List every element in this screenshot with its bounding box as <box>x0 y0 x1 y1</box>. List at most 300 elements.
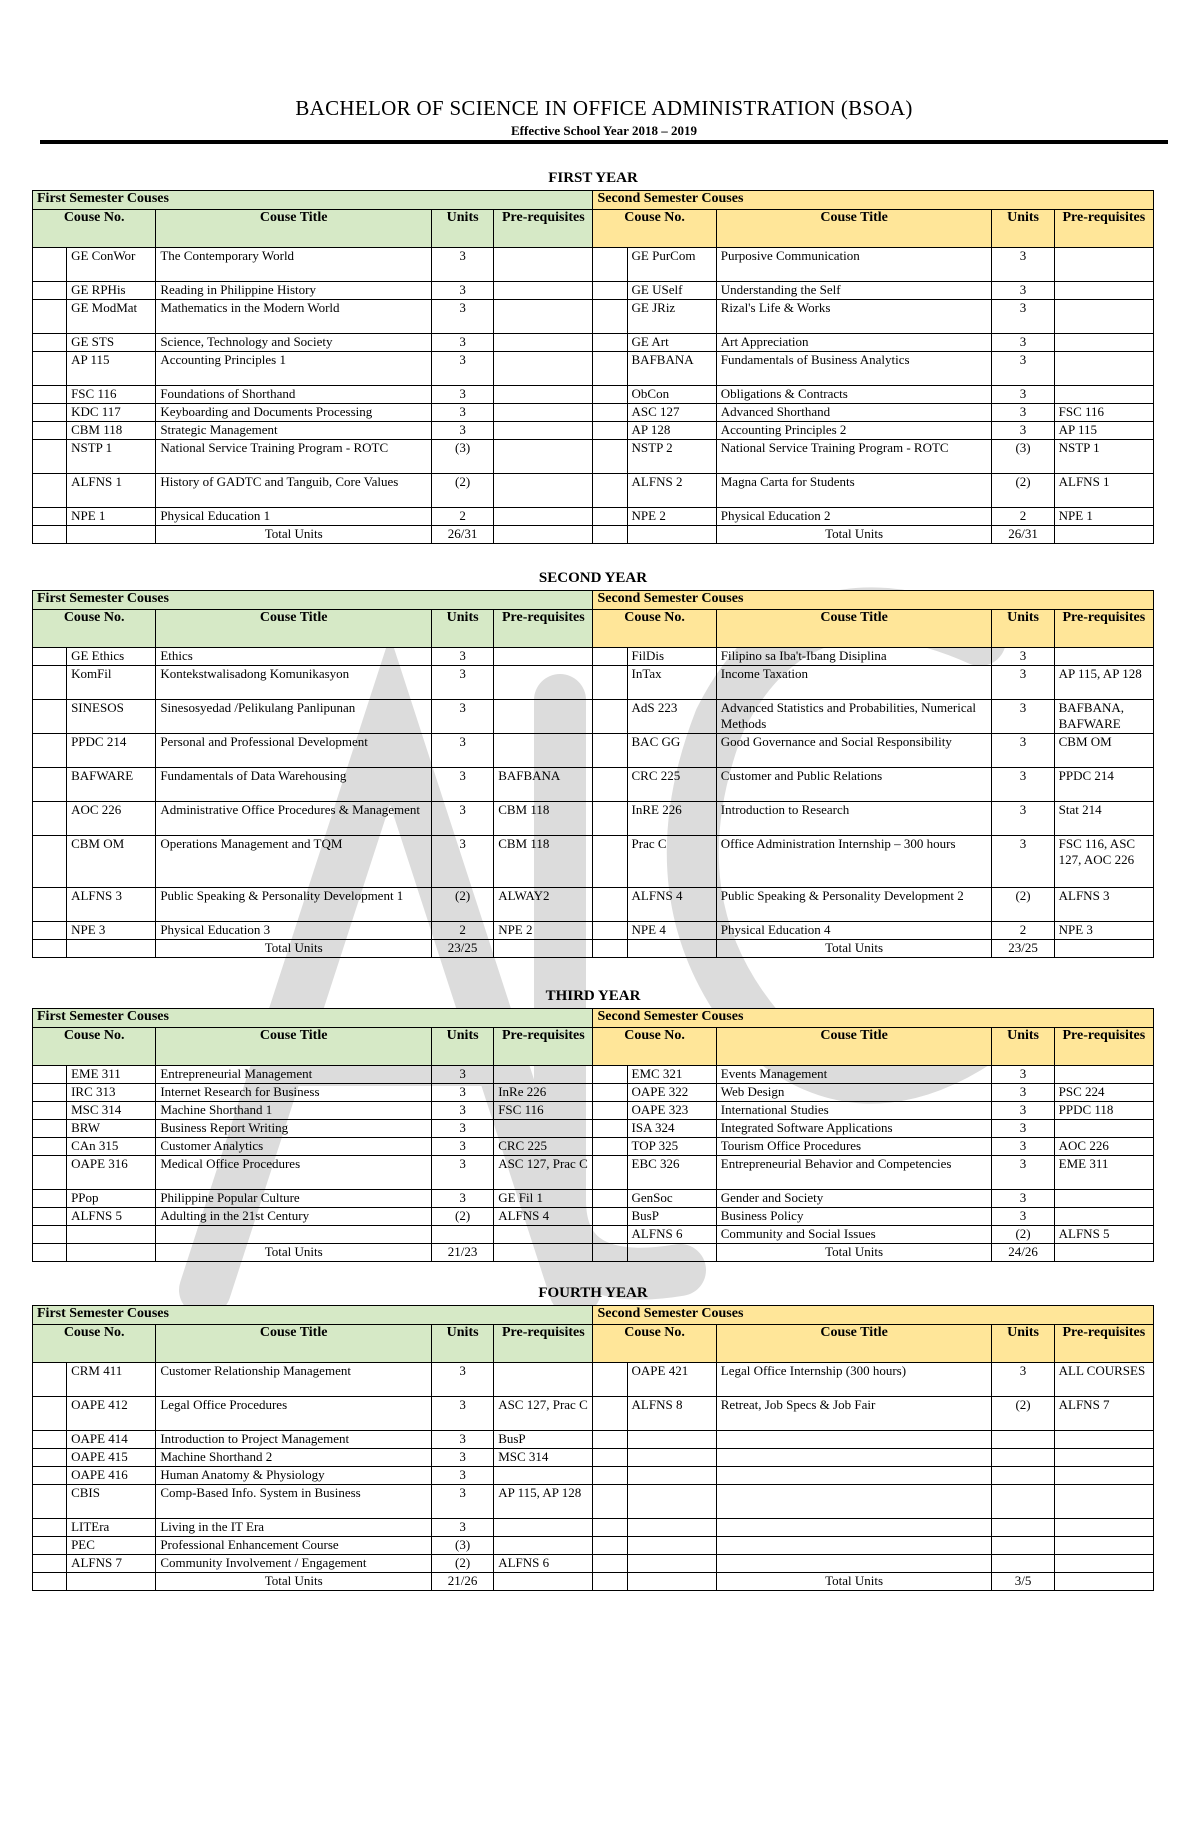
course-prerequisites <box>1054 1485 1153 1519</box>
course-units: 3 <box>992 300 1054 334</box>
course-row <box>33 1084 1154 1102</box>
total-blank-cell <box>67 1573 156 1591</box>
total-units-value: 26/31 <box>992 526 1054 544</box>
total-blank-cell <box>1054 1244 1153 1262</box>
year-title: FOURTH YEAR <box>538 1285 648 1301</box>
course-number: OAPE 414 <box>67 1431 156 1449</box>
course-title: Web Design <box>716 1084 992 1102</box>
course-title: Medical Office Procedures <box>156 1156 432 1190</box>
course-title: Purposive Communication <box>716 248 992 282</box>
row-spacer-cell <box>593 1573 627 1591</box>
row-spacer-cell <box>33 1084 67 1102</box>
course-prerequisites <box>494 300 593 334</box>
course-number: OAPE 421 <box>627 1363 716 1397</box>
course-units: 3 <box>432 666 494 700</box>
course-number: NPE 4 <box>627 922 716 940</box>
course-units: 3 <box>432 648 494 666</box>
course-units <box>992 1519 1054 1537</box>
course-units: (2) <box>992 1226 1054 1244</box>
course-number <box>627 1467 716 1485</box>
course-row <box>33 1537 1154 1555</box>
row-spacer-cell <box>593 700 627 734</box>
course-row <box>33 334 1154 352</box>
course-units: 3 <box>992 352 1054 386</box>
course-prerequisites: NPE 1 <box>1054 508 1153 526</box>
course-number: EBC 326 <box>627 1156 716 1190</box>
course-units: 3 <box>432 1138 494 1156</box>
total-units-value: 3/5 <box>992 1573 1054 1591</box>
course-number: ALFNS 2 <box>627 474 716 508</box>
course-number: BAFWARE <box>67 768 156 802</box>
row-spacer-cell <box>33 1066 67 1084</box>
course-number: NSTP 2 <box>627 440 716 474</box>
row-spacer-cell <box>33 1555 67 1573</box>
course-title: Advanced Shorthand <box>716 404 992 422</box>
row-spacer-cell <box>593 1208 627 1226</box>
row-spacer-cell <box>593 422 627 440</box>
prerequisites-header: Pre-requisites <box>1054 610 1153 648</box>
row-spacer-cell <box>593 1449 627 1467</box>
course-prerequisites <box>494 282 593 300</box>
course-title: Comp-Based Info. System in Business <box>156 1485 432 1519</box>
course-title-header: Couse Title <box>156 210 432 248</box>
course-number: CRM 411 <box>67 1363 156 1397</box>
units-header: Units <box>432 1028 494 1066</box>
course-units: (2) <box>992 474 1054 508</box>
course-number: PPop <box>67 1190 156 1208</box>
course-units: 3 <box>432 700 494 734</box>
course-title: Physical Education 3 <box>156 922 432 940</box>
course-prerequisites: ALFNS 6 <box>494 1555 593 1573</box>
course-prerequisites: ALFNS 7 <box>1054 1397 1153 1431</box>
course-title: Events Management <box>716 1066 992 1084</box>
course-prerequisites: AOC 226 <box>1054 1138 1153 1156</box>
course-units: 3 <box>432 1397 494 1431</box>
course-units: 3 <box>992 334 1054 352</box>
course-number: MSC 314 <box>67 1102 156 1120</box>
course-number: GenSoc <box>627 1190 716 1208</box>
course-title: Legal Office Procedures <box>156 1397 432 1431</box>
course-number: OAPE 322 <box>627 1084 716 1102</box>
course-units: 3 <box>432 1363 494 1397</box>
course-number: PPDC 214 <box>67 734 156 768</box>
course-title: Business Policy <box>716 1208 992 1226</box>
course-number: SINESOS <box>67 700 156 734</box>
course-number: ALFNS 3 <box>67 888 156 922</box>
course-title-header: Couse Title <box>716 610 992 648</box>
course-prerequisites <box>1054 300 1153 334</box>
row-spacer-cell <box>33 1537 67 1555</box>
row-spacer-cell <box>33 802 67 836</box>
course-units: 3 <box>992 666 1054 700</box>
row-spacer-cell <box>593 734 627 768</box>
course-title: Understanding the Self <box>716 282 992 300</box>
course-number: PEC <box>67 1537 156 1555</box>
total-units-value: 21/26 <box>432 1573 494 1591</box>
course-row <box>33 1431 1154 1449</box>
row-spacer-cell <box>33 836 67 888</box>
row-spacer-cell <box>33 700 67 734</box>
row-spacer-cell <box>33 474 67 508</box>
total-row <box>33 1244 1154 1262</box>
year-title: SECOND YEAR <box>538 570 648 586</box>
course-number: ALFNS 8 <box>627 1397 716 1431</box>
row-spacer-cell <box>33 1138 67 1156</box>
course-row <box>33 802 1154 836</box>
row-spacer-cell <box>593 1467 627 1485</box>
course-title: Professional Enhancement Course <box>156 1537 432 1555</box>
course-prerequisites <box>494 1363 593 1397</box>
course-units: 3 <box>432 1102 494 1120</box>
course-prerequisites <box>1054 648 1153 666</box>
course-title: Adulting in the 21st Century <box>156 1208 432 1226</box>
total-units-label: Total Units <box>716 940 992 958</box>
course-prerequisites <box>494 1066 593 1084</box>
row-spacer-cell <box>593 1084 627 1102</box>
row-spacer-cell <box>33 334 67 352</box>
course-units: 3 <box>992 1120 1054 1138</box>
units-header: Units <box>992 1325 1054 1363</box>
course-row <box>33 1485 1154 1519</box>
course-number: GE Art <box>627 334 716 352</box>
course-prerequisites <box>494 700 593 734</box>
course-number: ALFNS 4 <box>627 888 716 922</box>
second-semester-header: Second Semester Couses <box>593 191 1154 210</box>
document-title: BACHELOR OF SCIENCE IN OFFICE ADMINISTRATION (BSOA) <box>295 96 913 120</box>
total-units-value: 26/31 <box>432 526 494 544</box>
course-row <box>33 1397 1154 1431</box>
total-blank-cell <box>494 526 593 544</box>
course-number: EMC 321 <box>627 1066 716 1084</box>
course-number: EME 311 <box>67 1066 156 1084</box>
row-spacer-cell <box>593 940 627 958</box>
row-spacer-cell <box>593 1363 627 1397</box>
row-spacer-cell <box>593 1397 627 1431</box>
course-title <box>156 1226 432 1244</box>
row-spacer-cell <box>593 334 627 352</box>
total-units-value: 23/25 <box>992 940 1054 958</box>
course-units: 3 <box>432 404 494 422</box>
total-units-value: 24/26 <box>992 1244 1054 1262</box>
course-prerequisites <box>1054 1190 1153 1208</box>
course-number: Prac C <box>627 836 716 888</box>
course-units <box>992 1555 1054 1573</box>
row-spacer-cell <box>33 248 67 282</box>
course-title: Accounting Principles 2 <box>716 422 992 440</box>
row-spacer-cell <box>33 300 67 334</box>
course-prerequisites <box>1054 334 1153 352</box>
course-prerequisites: ALFNS 5 <box>1054 1226 1153 1244</box>
course-prerequisites: PPDC 118 <box>1054 1102 1153 1120</box>
total-units-label: Total Units <box>156 1573 432 1591</box>
course-title: History of GADTC and Tanguib, Core Values <box>156 474 432 508</box>
course-prerequisites: CBM 118 <box>494 802 593 836</box>
course-prerequisites <box>1054 1120 1153 1138</box>
course-title <box>716 1431 992 1449</box>
course-prerequisites <box>494 1519 593 1537</box>
course-number <box>67 1226 156 1244</box>
course-number <box>627 1519 716 1537</box>
row-spacer-cell <box>33 1431 67 1449</box>
course-units: 3 <box>992 1190 1054 1208</box>
row-spacer-cell <box>33 282 67 300</box>
row-spacer-cell <box>593 386 627 404</box>
course-title <box>716 1519 992 1537</box>
course-title: Human Anatomy & Physiology <box>156 1467 432 1485</box>
units-header: Units <box>432 210 494 248</box>
course-number: ObCon <box>627 386 716 404</box>
course-title: Reading in Philippine History <box>156 282 432 300</box>
row-spacer-cell <box>33 1190 67 1208</box>
units-header: Units <box>992 610 1054 648</box>
header-rule <box>40 140 1168 144</box>
course-prerequisites: NPE 3 <box>1054 922 1153 940</box>
row-spacer-cell <box>593 1156 627 1190</box>
total-blank-cell <box>1054 1573 1153 1591</box>
course-number: CBM OM <box>67 836 156 888</box>
course-units <box>992 1449 1054 1467</box>
row-spacer-cell <box>593 282 627 300</box>
row-spacer-cell <box>593 474 627 508</box>
course-prerequisites <box>1054 1555 1153 1573</box>
course-title: Kontekstwalisadong Komunikasyon <box>156 666 432 700</box>
course-title: Fundamentals of Data Warehousing <box>156 768 432 802</box>
course-prerequisites <box>494 1537 593 1555</box>
course-title: Business Report Writing <box>156 1120 432 1138</box>
course-units: 2 <box>992 508 1054 526</box>
course-prerequisites: BusP <box>494 1431 593 1449</box>
course-number: CAn 315 <box>67 1138 156 1156</box>
course-units: 3 <box>432 1190 494 1208</box>
course-units: 3 <box>992 1084 1054 1102</box>
course-prerequisites <box>1054 248 1153 282</box>
course-number: NPE 3 <box>67 922 156 940</box>
course-title: Good Governance and Social Responsibility <box>716 734 992 768</box>
course-prerequisites: BAFBANA <box>494 768 593 802</box>
total-row <box>33 526 1154 544</box>
course-units: 3 <box>992 836 1054 888</box>
course-prerequisites <box>494 404 593 422</box>
course-row <box>33 440 1154 474</box>
course-units: 3 <box>992 282 1054 300</box>
course-row <box>33 404 1154 422</box>
row-spacer-cell <box>593 1537 627 1555</box>
course-row <box>33 300 1154 334</box>
course-no-header: Couse No. <box>33 1028 156 1066</box>
course-title: Tourism Office Procedures <box>716 1138 992 1156</box>
row-spacer-cell <box>33 508 67 526</box>
course-units: 3 <box>432 1431 494 1449</box>
curriculum-table <box>32 590 1154 958</box>
course-number: LITEra <box>67 1519 156 1537</box>
second-semester-header: Second Semester Couses <box>593 1306 1154 1325</box>
course-prerequisites <box>494 1120 593 1138</box>
course-number <box>627 1555 716 1573</box>
course-units: 3 <box>992 1102 1054 1120</box>
course-prerequisites: ALFNS 3 <box>1054 888 1153 922</box>
course-number <box>627 1431 716 1449</box>
total-units-label: Total Units <box>716 1244 992 1262</box>
course-title: Physical Education 1 <box>156 508 432 526</box>
course-number: OAPE 416 <box>67 1467 156 1485</box>
units-header: Units <box>432 610 494 648</box>
row-spacer-cell <box>593 1244 627 1262</box>
prerequisites-header: Pre-requisites <box>1054 210 1153 248</box>
first-semester-header: First Semester Couses <box>33 1306 593 1325</box>
course-row <box>33 1208 1154 1226</box>
course-row <box>33 888 1154 922</box>
row-spacer-cell <box>593 922 627 940</box>
course-row <box>33 700 1154 734</box>
total-blank-cell <box>67 1244 156 1262</box>
course-units <box>992 1537 1054 1555</box>
course-units: 3 <box>432 1519 494 1537</box>
course-title-header: Couse Title <box>716 1028 992 1066</box>
course-number: InRE 226 <box>627 802 716 836</box>
course-prerequisites <box>1054 282 1153 300</box>
course-number: GE STS <box>67 334 156 352</box>
course-no-header: Couse No. <box>593 1325 716 1363</box>
first-semester-header: First Semester Couses <box>33 1009 593 1028</box>
course-title: Science, Technology and Society <box>156 334 432 352</box>
course-number: GE PurCom <box>627 248 716 282</box>
course-no-header: Couse No. <box>593 210 716 248</box>
total-blank-cell <box>627 940 716 958</box>
course-title: Entrepreneurial Management <box>156 1066 432 1084</box>
course-title: Philippine Popular Culture <box>156 1190 432 1208</box>
course-units: 3 <box>992 700 1054 734</box>
course-units: 3 <box>432 836 494 888</box>
course-number: ASC 127 <box>627 404 716 422</box>
course-prerequisites <box>494 440 593 474</box>
course-units: 3 <box>432 248 494 282</box>
course-prerequisites <box>1054 1431 1153 1449</box>
total-blank-cell <box>1054 526 1153 544</box>
course-number: AP 115 <box>67 352 156 386</box>
course-title: Customer Analytics <box>156 1138 432 1156</box>
prerequisites-header: Pre-requisites <box>494 610 593 648</box>
total-units-value: 21/23 <box>432 1244 494 1262</box>
total-blank-cell <box>67 526 156 544</box>
course-row <box>33 1519 1154 1537</box>
course-number: CBM 118 <box>67 422 156 440</box>
row-spacer-cell <box>33 422 67 440</box>
course-prerequisites <box>494 386 593 404</box>
semester-header-row <box>33 1306 1154 1325</box>
column-header-row <box>33 1028 1154 1066</box>
row-spacer-cell <box>33 1120 67 1138</box>
total-units-label: Total Units <box>716 526 992 544</box>
course-units: (3) <box>432 1537 494 1555</box>
course-row <box>33 248 1154 282</box>
units-header: Units <box>432 1325 494 1363</box>
course-units: 3 <box>992 1138 1054 1156</box>
course-units: (2) <box>432 888 494 922</box>
row-spacer-cell <box>593 768 627 802</box>
course-title: Integrated Software Applications <box>716 1120 992 1138</box>
course-number <box>627 1449 716 1467</box>
course-no-header: Couse No. <box>33 610 156 648</box>
row-spacer-cell <box>593 1226 627 1244</box>
course-number: BRW <box>67 1120 156 1138</box>
course-no-header: Couse No. <box>593 610 716 648</box>
course-row <box>33 836 1154 888</box>
course-row <box>33 1190 1154 1208</box>
course-prerequisites: GE Fil 1 <box>494 1190 593 1208</box>
row-spacer-cell <box>593 1519 627 1537</box>
course-prerequisites <box>494 508 593 526</box>
course-row <box>33 422 1154 440</box>
semester-header-row <box>33 191 1154 210</box>
course-units: 3 <box>432 386 494 404</box>
course-title: Income Taxation <box>716 666 992 700</box>
course-units: (2) <box>432 474 494 508</box>
course-units: 3 <box>992 648 1054 666</box>
course-prerequisites <box>494 1226 593 1244</box>
course-title: Mathematics in the Modern World <box>156 300 432 334</box>
course-number: CBIS <box>67 1485 156 1519</box>
course-number: AP 128 <box>627 422 716 440</box>
course-units: 3 <box>992 768 1054 802</box>
course-title: Strategic Management <box>156 422 432 440</box>
course-units <box>432 1226 494 1244</box>
course-title: Machine Shorthand 1 <box>156 1102 432 1120</box>
course-units: 3 <box>432 352 494 386</box>
row-spacer-cell <box>33 1519 67 1537</box>
course-title: Rizal's Life & Works <box>716 300 992 334</box>
row-spacer-cell <box>33 922 67 940</box>
course-title: Customer and Public Relations <box>716 768 992 802</box>
prerequisites-header: Pre-requisites <box>1054 1325 1153 1363</box>
course-title: Administrative Office Procedures & Management <box>156 802 432 836</box>
course-title: National Service Training Program - ROTC <box>716 440 992 474</box>
course-row <box>33 508 1154 526</box>
course-title: Community and Social Issues <box>716 1226 992 1244</box>
semester-header-row <box>33 1009 1154 1028</box>
course-prerequisites <box>494 334 593 352</box>
course-units: 3 <box>992 1363 1054 1397</box>
course-number: BAFBANA <box>627 352 716 386</box>
course-row <box>33 666 1154 700</box>
course-number: BusP <box>627 1208 716 1226</box>
course-title: International Studies <box>716 1102 992 1120</box>
total-units-label: Total Units <box>156 1244 432 1262</box>
course-title: Office Administration Internship – 300 hours <box>716 836 992 888</box>
course-title-header: Couse Title <box>156 610 432 648</box>
course-title-header: Couse Title <box>156 1028 432 1066</box>
course-units: 3 <box>992 404 1054 422</box>
curriculum-table <box>32 1008 1154 1262</box>
course-units: 3 <box>432 1467 494 1485</box>
course-units: 3 <box>992 386 1054 404</box>
course-title: Operations Management and TQM <box>156 836 432 888</box>
course-number: ALFNS 1 <box>67 474 156 508</box>
course-row <box>33 352 1154 386</box>
course-title: Living in the IT Era <box>156 1519 432 1537</box>
course-number: NPE 2 <box>627 508 716 526</box>
course-units: 3 <box>432 1485 494 1519</box>
course-number: NSTP 1 <box>67 440 156 474</box>
course-number: FSC 116 <box>67 386 156 404</box>
course-prerequisites: CRC 225 <box>494 1138 593 1156</box>
course-title: Ethics <box>156 648 432 666</box>
course-prerequisites: ALL COURSES <box>1054 1363 1153 1397</box>
row-spacer-cell <box>33 940 67 958</box>
row-spacer-cell <box>33 526 67 544</box>
row-spacer-cell <box>593 1485 627 1519</box>
course-title: Introduction to Research <box>716 802 992 836</box>
row-spacer-cell <box>33 440 67 474</box>
